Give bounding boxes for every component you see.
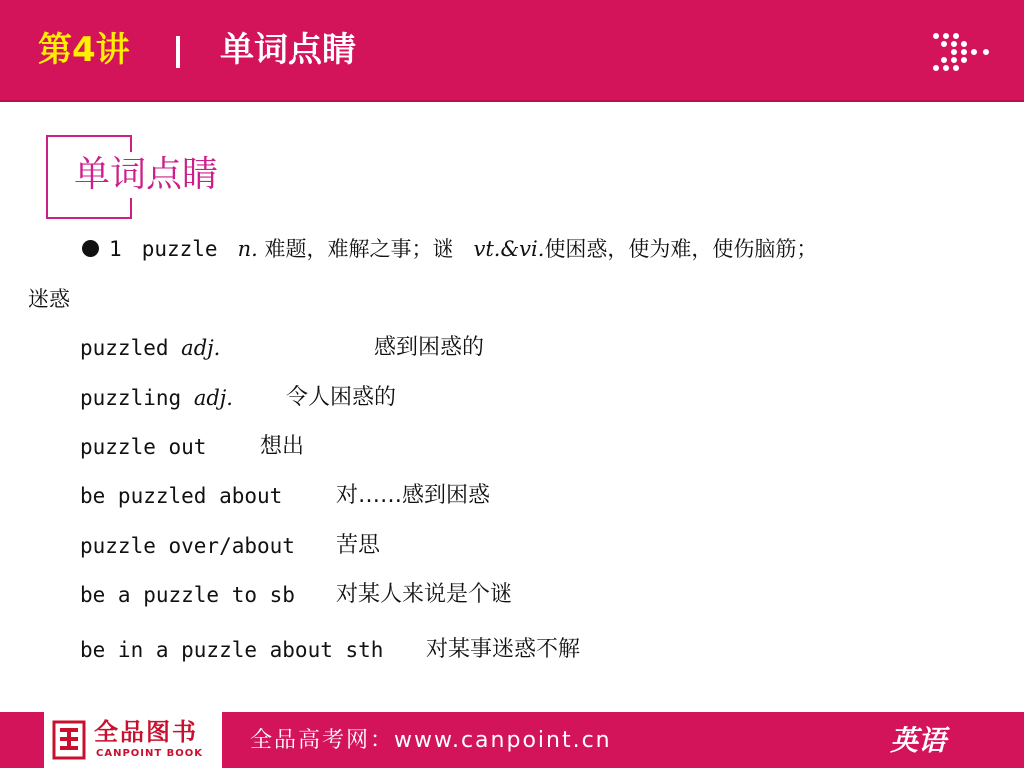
section-title: 单词点睛: [70, 152, 222, 198]
bullet-icon: [82, 240, 99, 257]
entry-meaning-verb-cont: 迷惑: [28, 287, 70, 311]
phrase-text: puzzle over/about: [80, 534, 295, 558]
header-title: 单词点睛: [220, 30, 356, 70]
footer-subject: 英语: [890, 724, 947, 757]
header-divider: [176, 36, 180, 68]
entry-meaning-verb: 使困惑，使为难，使伤脑筋；: [544, 237, 818, 261]
lecture-number: 第4讲: [38, 30, 130, 70]
phrase-meaning: 令人困惑的: [286, 385, 397, 410]
phrase-meaning: 对某事迷惑不解: [426, 637, 581, 662]
entry-meaning-noun: 难题，难解之事；谜: [264, 237, 454, 261]
phrase-text: puzzled adj.: [80, 336, 221, 360]
phrase-pos: adj.: [193, 386, 233, 410]
canpoint-logo-icon: [52, 720, 86, 760]
entry-word: puzzle: [141, 237, 218, 261]
entry-number: 1: [109, 237, 122, 261]
phrase-text: puzzling adj.: [80, 386, 233, 410]
footer-bar: [0, 712, 1024, 768]
dots-arrow-icon: [930, 30, 994, 74]
footer-stripe: [0, 712, 44, 768]
phrase-text: be in a puzzle about sth: [80, 638, 384, 662]
footer-website[interactable]: 全品高考网：www.canpoint.cn: [250, 728, 612, 753]
footer-logo-area: [0, 712, 222, 768]
phrase-pos: adj.: [181, 336, 221, 360]
entry-pos-noun: n.: [237, 237, 258, 261]
header-bar: [0, 0, 1024, 102]
logo-text-cn: 全品图书: [94, 718, 198, 746]
phrase-meaning: 感到困惑的: [374, 335, 485, 360]
phrase-meaning: 对某人来说是个谜: [336, 582, 513, 607]
phrase-text: be puzzled about: [80, 484, 283, 508]
phrase-meaning: 苦思: [336, 533, 381, 558]
phrase-meaning: 想出: [260, 434, 305, 459]
phrase-text: puzzle out: [80, 435, 207, 459]
phrase-meaning: 对……感到困惑: [336, 483, 491, 508]
logo-text-en: CANPOINT BOOK: [96, 748, 204, 759]
phrase-text: be a puzzle to sb: [80, 583, 295, 607]
entry-line: [82, 234, 817, 264]
entry-pos-verb: vt.&vi.: [473, 237, 545, 261]
